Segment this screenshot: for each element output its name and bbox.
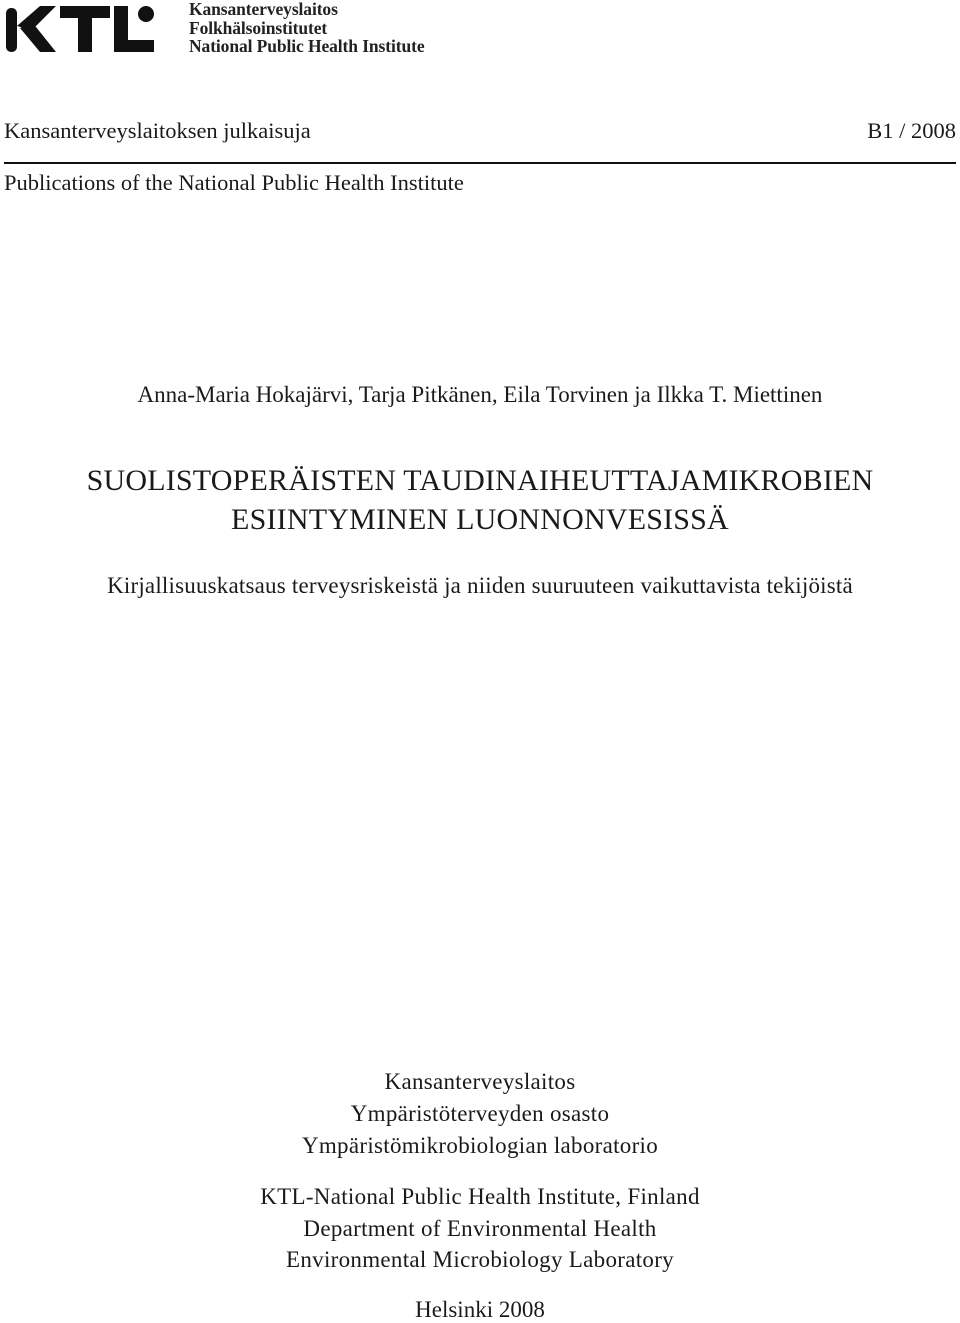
place-year: Helsinki 2008 [415,1297,545,1322]
institution-fi-name: Kansanterveyslaitos [384,1069,576,1094]
institution-en-department: Department of Environmental Health [303,1216,657,1241]
title-line-2: ESIINTYMINEN LUONNONVESISSÄ [231,503,729,536]
logo-line-en: National Public Health Institute [189,36,425,56]
series-title-fi: Kansanterveyslaitoksen julkaisuja [4,118,311,143]
logo-text [189,0,425,56]
institution-en-name: KTL-National Public Health Institute, Finland [260,1184,700,1209]
ktl-logo [0,0,470,62]
institution-en-laboratory: Environmental Microbiology Laboratory [286,1247,674,1272]
authors: Anna-Maria Hokajärvi, Tarja Pitkänen, Eila Torvinen ja Ilkka T. Miettinen [137,382,823,407]
title-line-1: SUOLISTOPERÄISTEN TAUDINAIHEUTTAJAMIKROBIEN [86,464,874,497]
subtitle: Kirjallisuuskatsaus terveysriskeistä ja niiden suuruuteen vaikuttavista tekijöistä [107,573,853,598]
logo-line-fi: Kansanterveyslaitos [189,0,338,19]
series-number: B1 / 2008 [867,118,956,143]
institution-fi-department: Ympäristöterveyden osasto [350,1101,610,1126]
series-title-en: Publications of the National Public Health Institute [4,170,464,195]
logo-line-sv: Folkhälsoinstitutet [189,17,328,38]
ktl-logo-mark [4,2,164,56]
header-rule [4,162,956,164]
institution-fi-laboratory: Ympäristömikrobiologian laboratorio [301,1133,659,1158]
